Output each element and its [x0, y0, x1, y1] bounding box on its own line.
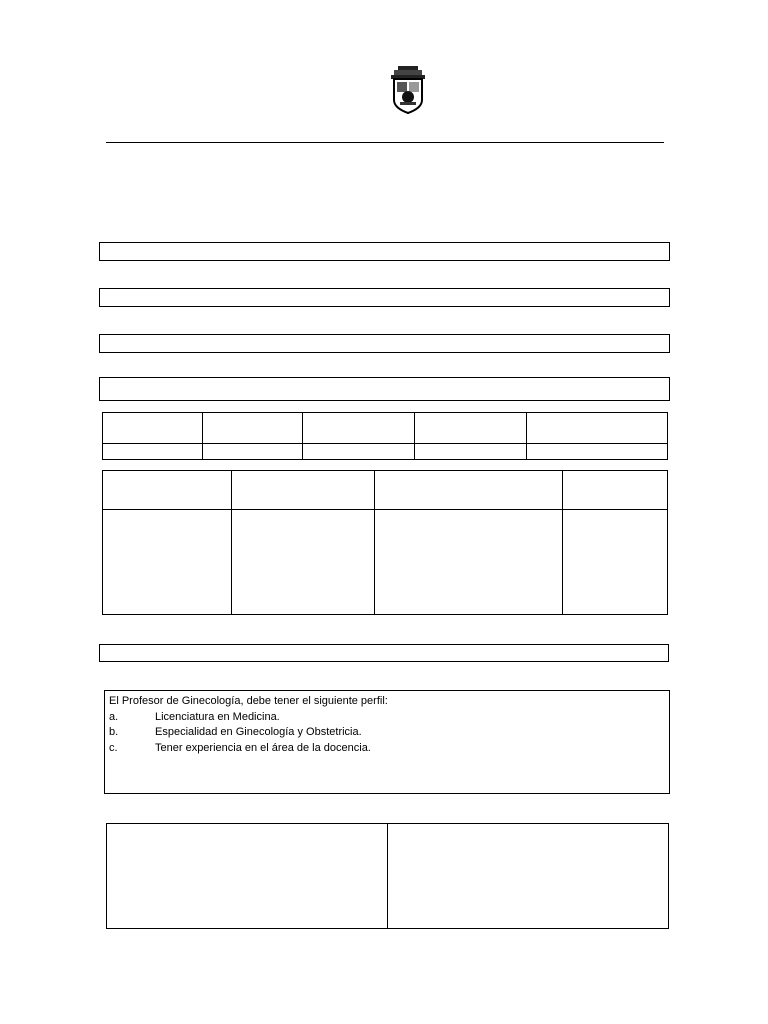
field-box-3 — [99, 334, 670, 353]
field-box-4 — [99, 377, 670, 401]
table-cell — [232, 471, 375, 510]
signature-column-left — [107, 824, 387, 928]
university-crest-icon — [388, 64, 428, 116]
table-cell — [303, 413, 415, 444]
list-item — [109, 710, 665, 726]
table-cell — [103, 510, 232, 615]
profile-intro: El Profesor de Ginecología, debe tener el siguiente perfil: — [109, 695, 388, 707]
list-item — [109, 725, 665, 741]
table-row — [103, 510, 668, 615]
table-cell — [103, 471, 232, 510]
list-text: Especialidad en Ginecología y Obstetricia. — [155, 726, 362, 738]
list-text: Tener experiencia en el área de la docencia. — [155, 741, 371, 754]
hours-table — [102, 412, 668, 460]
table-cell — [375, 510, 563, 615]
list-text: Licenciatura en Medicina. — [155, 710, 280, 723]
table-row — [103, 471, 668, 510]
table-cell — [563, 510, 668, 615]
table-cell — [527, 413, 668, 444]
table-cell — [415, 444, 527, 460]
signature-box — [106, 823, 669, 929]
table-cell — [232, 510, 375, 615]
table-cell — [103, 444, 203, 460]
table-cell — [527, 444, 668, 460]
table-cell — [563, 471, 668, 510]
table-row — [103, 413, 668, 444]
table-row — [103, 444, 668, 460]
field-box-2 — [99, 288, 670, 307]
field-box-1 — [99, 242, 670, 261]
table-cell — [303, 444, 415, 460]
profile-box — [104, 690, 670, 794]
table-cell — [203, 413, 303, 444]
signature-column-right — [387, 824, 668, 928]
table-cell — [415, 413, 527, 444]
header-divider — [106, 142, 664, 143]
list-item — [109, 741, 665, 757]
course-table — [102, 470, 668, 615]
field-box-5 — [99, 644, 669, 662]
list-marker: a. — [109, 710, 119, 723]
list-marker: b. — [109, 726, 119, 738]
list-marker: c. — [109, 741, 118, 754]
table-cell — [103, 413, 203, 444]
table-cell — [203, 444, 303, 460]
table-cell — [375, 471, 563, 510]
